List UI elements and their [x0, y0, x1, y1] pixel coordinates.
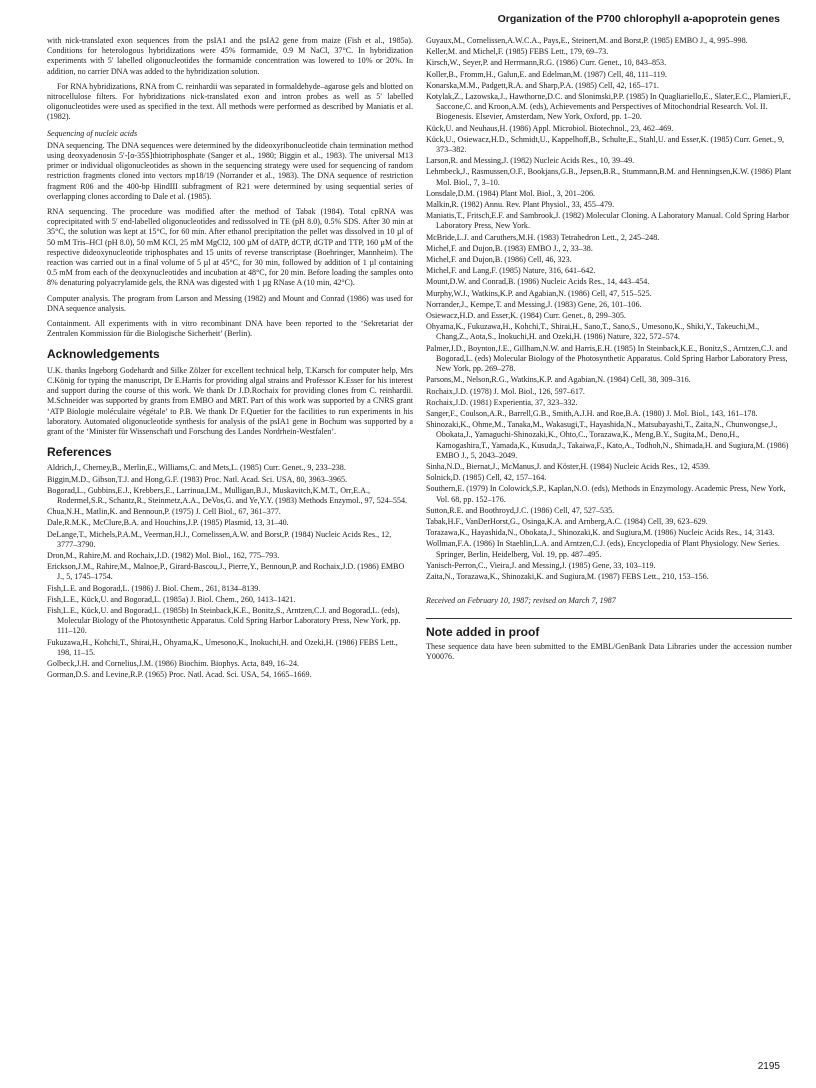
references-heading: References: [47, 445, 112, 460]
note-heading: Note added in proof: [426, 625, 540, 640]
reference-item: Kirsch,W., Seyer,P. and Herrmann,R.G. (1986) Curr. Genet., 10, 843–853.: [426, 58, 667, 68]
reference-item: Michel,F. and Lang,F. (1985) Nature, 316, 641–642.: [426, 266, 596, 276]
left-column: [47, 36, 413, 681]
reference-item: Osiewacz,H.D. and Esser,K. (1984) Curr. Genet., 8, 299–305.: [426, 311, 626, 321]
reference-item: Torazawa,K., Hayashida,N., Obokata,J., Shinozaki,K. and Sugiura,M. (1986) Nucleic Acids Res., 14, 3143.: [426, 528, 775, 538]
reference-item: Fish,L.E., Kück,U. and Bogorad,L. (1985a) J. Biol. Chem., 260, 1413–1421.: [47, 594, 296, 604]
containment-paragraph: Containment. All experiments with in vitro recombinant DNA have been reported to the ‘Sekretariat der Zentralen Kommission für die Biologische Sicherheit’ (Berlin).: [47, 319, 413, 339]
reference-item: Zaita,N., Torazawa,K., Shinozaki,K. and Sugiura,M. (1987) FEBS Lett., 210, 153–156.: [426, 571, 709, 581]
acknowledgements-text: U.K. thanks Ingeborg Godehardt and Silke Zölzer for excellent technical help, T.Karsch for computer help, Mrs C.König for typing the manuscript, Dr E.Harris for providing algal strains and Professor K.Esser for his interest and support during the course of this work. We thank Dr J.D.Rochaix for providing clones from C. reinhardii. M.Schneider was supported by grants from EMBO and MRT. Part of this work was supported by a CNRS grant ‘ATP Biologie moléculaire végétale’ to P.B. We thank Dr F.Quetier for the facilities to run experiments in his laboratory. Automated oligonucleotide synthesis for analysis of the psIA1 gene in Bochum was supported by a grant of the ‘Minister für Wissenschaft und Forschung des Landes Nordrhein-Westfalen’.: [47, 365, 413, 436]
reference-item: Larson,R. and Messing,J. (1982) Nucleic Acids Res., 10, 39–49.: [426, 156, 635, 166]
reference-item: Gorman,D.S. and Levine,R.P. (1965) Proc. Natl. Acad. Sci. USA, 54, 1665–1669.: [47, 670, 312, 680]
received-date: Received on February 10, 1987; revised on March 7, 1987: [426, 596, 616, 606]
reference-item: Bogorad,L., Gubbins,E.J., Krebbers,E., Larrinua,I.M., Mulligan,B.J., Muskavitch,K.M.T., Orr,E.A., Rodermel,S.R., Schantz,R., Steinmetz,A.A., DeVos,G. and Ye,Y.Y. (1983) Methods Enzymol., 97, 524–554.: [47, 485, 408, 505]
reference-item: Fukuzawa,H., Kohchi,T., Shirai,H., Ohyama,K., Umesono,K., Inokuchi,H. and Ozeki,H. (1986) FEBS Lett., 198, 11–15.: [47, 637, 398, 657]
reference-item: Wollman,F.A. (1986) In Staehlin,L.A. and Arntzen,C.J. (eds), Encyclopedia of Plant Physiology. New Series. Springer, Berlin, Heidelberg, Vol. 19, pp. 487–495.: [426, 539, 780, 559]
page-number: 2195: [757, 1060, 780, 1072]
reference-item: Kotylak,Z., Lazowska,J., Hawthorne,D.C. and Slonimski,P.P. (1985) In Quagliariello,E., Slater,E.C., Plamieri,F., Saccone,C. and Kroon,A.M. (eds), Achievements and Perspectives of Mitochondrial Research. Vol. II. Biogenesis. Elsevier, Amsterdam, New York, Oxford, pp. 1–20.: [426, 92, 791, 122]
reference-item: Biggin,M.D., Gibson,T.J. and Hong,G.F. (1983) Proc. Natl. Acad. Sci. USA, 80, 3963–3965.: [47, 474, 348, 484]
reference-item: Sutton,R.E. and Boothroyd,J.C. (1986) Cell, 47, 527–535.: [426, 505, 615, 515]
reference-item: Norrander,J., Kempe,T. and Messing,J. (1983) Gene, 26, 101–106.: [426, 299, 642, 309]
reference-item: Kück,U. and Neuhaus,H. (1986) Appl. Microbiol. Biotechnol., 23, 462–469.: [426, 123, 674, 133]
reference-item: Southern,E. (1979) In Colowick,S.P., Kaplan,N.O. (eds), Methods in Enzymology. Academic Press, New York, Vol. 68, pp. 152–176.: [426, 484, 786, 504]
reference-item: Guyaux,M., Cornelissen,A.W.C.A., Pays,E., Steinert,M. and Borst,P. (1985) EMBO J., 4, 995–998.: [426, 36, 748, 45]
methods-paragraph-2: For RNA hybridizations, RNA from C. reinhardii was separated in formaldehyde–agarose gels and blotted on nitrocellulose filters. For hybridizations nick-translated exon and intron probes as well as 5′ labelled oligonucleotides were used as specified in the text. All methods were performed as described by Maniatis et al. (1982).: [47, 81, 413, 122]
right-column: [426, 36, 792, 667]
reference-item: Sinha,N.D., Biernat,J., McManus,J. and Köster,H. (1984) Nucleic Acids Res., 12, 4539.: [426, 461, 711, 471]
methods-paragraph-1: with nick-translated exon sequences from the psIA1 and the psIA2 gene from maize (Fish et al., 1985a). Conditions for heterologous hybridizations were 45% formamide, 0.9 M NaCl, 37°C. In hybridization experiments with 5′ labelled oligonucleotides the formamide concentration was lowered to 10% or 20%. In addition, no carrier DNA was added to the hybridization solution.: [47, 36, 413, 76]
reference-item: Dron,M., Rahire,M. and Rochaix,J.D. (1982) Mol. Biol., 162, 775–793.: [47, 550, 280, 560]
reference-item: Konarska,M.M., Padgett,R.A. and Sharp,P.A. (1985) Cell, 42, 165–171.: [426, 80, 659, 90]
reference-item: Maniatis,T., Fritsch,E.F. and Sambrook,J. (1982) Molecular Cloning. A Laboratory Manual. Cold Spring Harbor Laboratory Press, New York.: [426, 211, 790, 231]
reference-item: Yanisch-Perron,C., Vieira,J. and Messing,J. (1985) Gene, 33, 103–119.: [426, 560, 656, 570]
reference-item: Kück,U., Osiewacz,H.D., Schmidt,U., Kappelhoff,B., Schulte,E., Stahl,U. and Esser,K. (1985) Curr. Genet., 9, 373–382.: [426, 134, 785, 155]
reference-item: Murphy,W.J., Watkins,K.P. and Agabian,N. (1986) Cell, 47, 515–525.: [426, 288, 652, 298]
sequencing-subheading: Sequencing of nucleic acids: [47, 128, 138, 138]
reference-item: Fish,L.E., Kück,U. and Bogorad,L. (1985b) In Steinback,K.E., Bonitz,S., Arntzen,C.J. and Bogorad,L. (eds), Molecular Biology of the Photosynthetic Apparatus. Cold Spring Harbor Laboratory Press, New York, pp. 111–120.: [47, 605, 401, 636]
reference-item: Parsons,M., Nelson,R.G., Watkins,K.P. and Agabian,N. (1984) Cell, 38, 309–316.: [426, 375, 691, 385]
references-list-right: [426, 36, 792, 582]
note-in-proof: [426, 618, 792, 662]
reference-item: McBride,L.J. and Caruthers,M.H. (1983) Tetrahedron Lett., 2, 245–248.: [426, 232, 660, 242]
rna-sequencing-paragraph: RNA sequencing. The procedure was modified after the method of Tabak (1984). Total cpRNA was coprecipitated with 5′ end-labelled oligonucleotides and redissolved in TE (pH 8.0), 0.5% SDS. After 30 min at 35°C, the solution was kept at 15°C, for 60 min. After ethanol precipitation the pellet was dissolved in 10 µl of 50 mM Tris–HCl (pH 8.0), 50 mM KCl, 25 mM MgCl2, 100 µM of dATP, dCTP, dGTP and TTP, 160 µM of the respective dideoxynucleotide triphosphates and 15 units of reverse transcriptase (Boehringer, Mannheim). The reaction was carried out in a final volume of 5 µl at 45°C, for 30 min, followed by addition of 1 µl containing 0.5 mM from each of the deoxynucleotides and incubation at 48°C, for 20 min. Before loading the samples onto 8% denaturing polyacrylamide gels, the RNA was digested with 1 µg RNase A (10 min, 42°C).: [47, 207, 413, 288]
references-list-left: [47, 463, 413, 680]
reference-item: Fish,L.E. and Bogorad,L. (1986) J. Biol. Chem., 261, 8134–8139.: [47, 583, 261, 593]
reference-item: Michel,F. and Dujon,B. (1983) EMBO J., 2, 33–38.: [426, 243, 593, 253]
reference-item: Ohyama,K., Fukuzawa,H., Kohchi,T., Shirai,H., Sano,T., Sano,S., Umesono,K., Shiki,Y., Takeuchi,M., Chang,Z., Aota,S., Inokuchi,H. and Ozeki,H. (1986) Nature, 322, 572–574.: [426, 322, 760, 342]
reference-item: Aldrich,J., Cherney,B., Merlin,E., Williams,C. and Mets,L. (1985) Curr. Genet., 9, 233–238.: [47, 463, 346, 473]
dna-sequencing-paragraph: DNA sequencing. The DNA sequences were determined by the dideoxyribonucleotide chain termination method using deoxyadenosin 5′-[α-35S]thiotriphosphate (Sanger et al., 1980; Biggin et al., 1983). The universal M13 primer or individual oligonucleotides as shown in the sequencing strategy were used for sequencing of random restriction fragments cloned into vectors mp18/19 (Norrander et al., 1983). The DNA sequence of restriction fragment R06 and the 400-bp HindIII subfragment of R21 were determined by using sequential series of overlapping clones according to Dale et al. (1985).: [47, 140, 413, 201]
reference-item: Tabak,H.F., VanDerHorst,G., Osinga,K.A. and Arnberg,A.C. (1984) Cell, 39, 623–629.: [426, 516, 708, 526]
reference-item: Lehmbeck,J., Rasmussen,O.F., Bookjans,G.B., Jepsen,B.R., Stummann,B.M. and Henningsen,K.W. (1986) Plant Mol. Biol., 7, 3–10.: [426, 167, 792, 187]
reference-item: Sanger,F., Coulson,A.R., Barrell,G.B., Smith,A.J.H. and Roe,B.A. (1980) J. Mol. Biol., 143, 161–178.: [426, 408, 758, 418]
reference-item: Chua,N.H., Matlin,K. and Bennoun,P. (1975) J. Cell Biol., 67, 361–377.: [47, 507, 281, 517]
reference-item: Shinozaki,K., Ohme,M., Tanaka,M., Wakasugi,T., Hayashida,N., Matsubayashi,T., Zaita,N., Chunwongse,J., Obokata,J., Yamaguchi-Shinozaki,K., Ohto,C., Torazawa,K., Meng,B.Y., Sugita,M., Deno,H., Kamogashira,T., Yamada,K., Kusuda,J., Takaiwa,F., Kato,A., Todhoh,N., Shimada,H. and Sugiura,M. (1986) EMBO J., 5, 2043–2049.: [426, 420, 789, 460]
reference-item: Solnick,D. (1985) Cell, 42, 157–164.: [426, 473, 547, 483]
reference-item: Koller,B., Fromm,H., Galun,E. and Edelman,M. (1987) Cell, 48, 111–119.: [426, 69, 667, 79]
reference-item: DeLange,T., Michels,P.A.M., Veerman,H.J., Cornelissen,A.W. and Borst,P. (1984) Nucleic Acids Res., 12, 3777–3790.: [47, 529, 392, 549]
reference-item: Malkin,R. (1982) Annu. Rev. Plant Physiol., 33, 455–479.: [426, 200, 615, 210]
note-text: These sequence data have been submitted to the EMBL/GenBank Data Libraries under the accession number Y00076.: [426, 641, 792, 661]
reference-item: Rochaix,J.D. (1981) Experientia, 37, 323–332.: [426, 397, 578, 407]
reference-item: Michel,F. and Dujon,B. (1986) Cell, 46, 323.: [426, 255, 572, 265]
reference-item: Lonsdale,D.M. (1984) Plant Mol. Biol., 3, 201–206.: [426, 188, 596, 198]
computer-analysis-paragraph: Computer analysis. The program from Larson and Messing (1982) and Mount and Conrad (1986) was used for DNA sequence analysis.: [47, 293, 413, 313]
reference-item: Mount,D.W. and Conrad,B. (1986) Nucleic Acids Res., 14, 443–454.: [426, 277, 650, 287]
acknowledgements-heading: Acknowledgements: [47, 347, 160, 362]
reference-item: Rochaix,J.D. (1978) J. Mol. Biol., 126, 597–617.: [426, 386, 585, 396]
reference-item: Erickson,J.M., Rahire,M., Malnoe,P., Girard-Bascou,J., Pierre,Y., Bennoun,P. and Rochaix,J.D. (1986) EMBO J., 5, 1745–1754.: [47, 562, 405, 582]
reference-item: Palmer,J.D., Boynton,J.E., Gillham,N.W. and Harris,E.H. (1985) In Steinback,K.E., Bonitz,S., Arntzen,C.J. and Bogorad,L. (eds) Molecular Biology of the Photosynthetic Apparatus. Cold Spring Harbor Laboratory Press, New York, pp. 269–278.: [426, 343, 788, 374]
reference-item: Dale,R.M.K., McClure,B.A. and Houchins,J.P. (1985) Plasmid, 13, 31–40.: [47, 518, 289, 528]
running-header: Organization of the P700 chlorophyll a-apoprotein genes: [497, 13, 780, 25]
reference-item: Keller,M. and Michel,F. (1985) FEBS Lett., 179, 69–73.: [426, 47, 609, 57]
reference-item: Golbeck,J.H. and Cornelius,J.M. (1986) Biochim. Biophys. Acta, 849, 16–24.: [47, 658, 300, 668]
